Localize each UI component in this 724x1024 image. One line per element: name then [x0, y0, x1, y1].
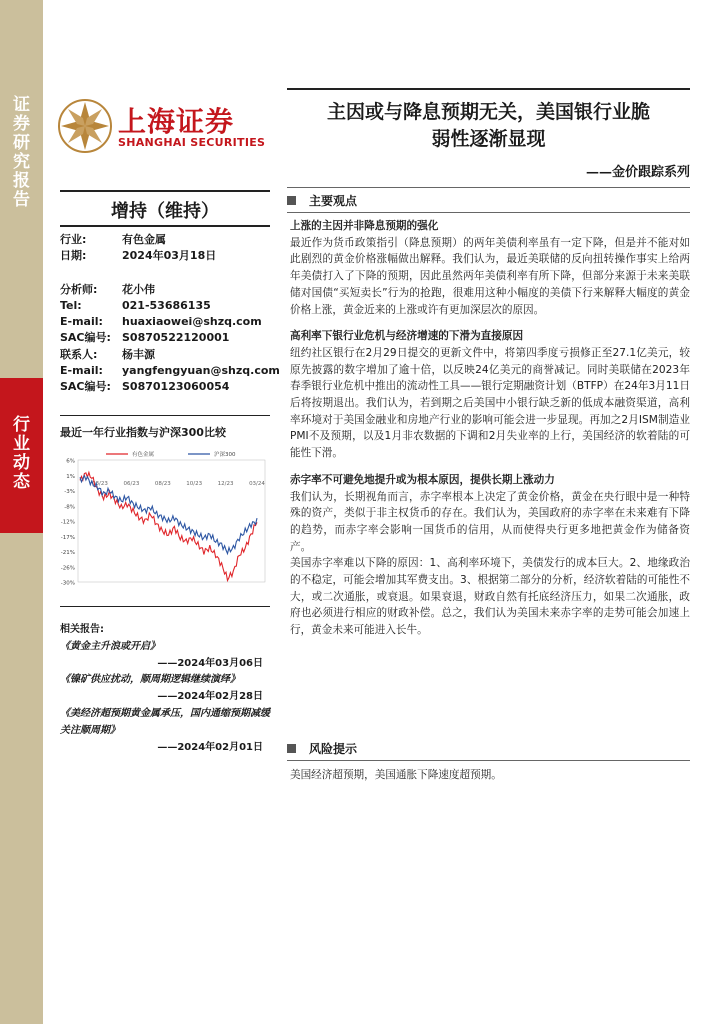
rating-bottom-divider	[60, 225, 270, 227]
main-points-heading	[287, 192, 357, 209]
risk-heading	[287, 740, 357, 757]
report-category-char: 证	[13, 95, 30, 115]
report-category-label	[0, 96, 43, 210]
logo-english-name: SHANGHAI SECURITIES	[118, 136, 266, 149]
main-points-bottom-divider	[287, 212, 690, 213]
rating-top-divider	[60, 190, 270, 192]
contact-label: 联系人:	[60, 347, 98, 361]
related-reports	[60, 622, 275, 756]
sac2-value: S0870123060054	[122, 380, 230, 394]
related-item-title[interactable]: 《美经济超预期黄金属承压，国内通缩预期减缓关注顺周期》	[60, 707, 270, 736]
email2-value[interactable]: yangfengyuan@shzq.com	[122, 364, 280, 378]
point-3-text: 我们认为，长期视角而言，赤字率根本上决定了黄金价格，黄金在央行眼中是一种特殊的资产，类似于非主权货币的存在。我们认为，美国政府的赤字率在未来难有下降的趋势，而赤字率会影响一国货币的信用，从而使得央行更多地把黄金作为储备资产。	[290, 490, 690, 553]
y-tick-label: -3%	[64, 489, 75, 495]
tel-label: Tel:	[60, 298, 82, 312]
legend-label: 有色金属	[132, 452, 155, 458]
risk-text: 美国经济超预期，美国通胀下降速度超预期。	[290, 769, 502, 781]
y-tick-label: -30%	[60, 580, 75, 587]
square-bullet-icon	[287, 744, 296, 753]
legend-label: 沪深300	[214, 452, 236, 458]
point-2-text: 纽约社区银行在2月29日提交的更新文件中，将第四季度亏损修正至27.1亿美元，较原先披露的数字增加了逾十倍，以反映24亿美元的商誉减记。同时美联储在2023年春季银行业危机中推出的流动性工具——银行定期融资计划（BTFP）在24年3月11日后将按期退出。我们认为，若到期之后美国中小银行缺乏新的低成本融资渠道，高利率环境对于美国金融业和房地产行业的影响可能会进一步显现。再加之2月ISM制造业PMI不及预期，以及1月非农数据的下调和2月失业率的上行，美国经济的软着陆的可能性下滑。	[290, 346, 690, 460]
tel-value: 021-53686135	[122, 298, 211, 312]
report-title-line2: 弱性逐渐显现	[431, 128, 546, 150]
point-1-text: 最近作为货币政策指引（降息预期）的两年美债利率虽有一定下降，但是并不能对如此剧烈的黄金价格涨幅做出解释。我们认为，最近美联储的反向扭转操作事实上给两年美债打入了下降的预期，因此虽然两年美债利率有所下降，但部分来源于未来美联储对国债“买短卖长”行为的抢跑，很难用这种小幅度的美债下行来解释大幅度的黄金价格上涨，黄金近来的上涨或许有更加深层次的原因。	[290, 236, 690, 316]
shanghai-securities-logo-icon	[57, 98, 113, 154]
logo-chinese-name: 上海证券	[118, 105, 235, 138]
email-value[interactable]: huaxiaowei@shzq.com	[122, 315, 262, 329]
series-line-nonferrous	[80, 472, 257, 580]
industry-label: 行业:	[60, 233, 87, 246]
section-char: 业	[13, 434, 30, 454]
related-heading: 相关报告:	[60, 624, 104, 635]
x-tick-label: 10/23	[186, 481, 203, 487]
y-tick-label: -26%	[60, 565, 75, 572]
point-4-text: 美国赤字率难以下降的原因：1、高利率环境下，美债发行的成本巨大。2、地缘政治的不稳定，可能会增加其军费支出。3、根据第二部分的分析，经济软着陆的可能性不大，或二次通胀，或衰退。如果衰退，财政自然有托底经济压力，如果二次通胀，政府也必须进行相应的财政补偿。总之，我们认为美国未来赤字率的走势可能会加速上行，黄金未来可能进入长牛。	[290, 557, 690, 637]
analyst-value: 花小伟	[122, 282, 155, 296]
sac-label: SAC编号:	[60, 331, 111, 345]
report-series: ——金价跟踪系列	[585, 165, 690, 180]
related-item-title[interactable]: 《黄金主升浪或开启》	[60, 640, 160, 652]
y-tick-label: -17%	[60, 534, 75, 541]
series-line-csi300	[80, 476, 257, 554]
title-divider	[287, 88, 690, 90]
y-tick-label: -8%	[64, 504, 75, 511]
report-category-char: 研	[13, 133, 30, 153]
y-tick-label: -21%	[60, 550, 75, 556]
square-bullet-icon	[287, 196, 296, 205]
report-category-char: 报	[13, 171, 30, 191]
y-tick-label: 1%	[66, 473, 75, 480]
index-comparison-chart	[58, 444, 273, 589]
sac-value: S0870522120001	[122, 331, 230, 345]
risk-title: 风险提示	[309, 742, 358, 756]
email2-label: E-mail:	[60, 364, 103, 378]
report-category-char: 告	[13, 190, 30, 210]
rating: 增持（维持）	[111, 201, 219, 222]
report-info	[60, 232, 280, 396]
x-tick-label: 08/23	[154, 481, 171, 487]
section-char: 动	[13, 453, 30, 473]
section-char: 行	[13, 415, 30, 435]
y-tick-label: -12%	[60, 519, 75, 526]
chart-bottom-divider	[60, 606, 270, 607]
contact-value: 杨丰源	[122, 347, 155, 361]
email-label: E-mail:	[60, 315, 103, 329]
point-2-title: 高利率下银行业危机与经济增速的下滑为直接原因	[290, 330, 524, 343]
industry-value: 有色金属	[122, 233, 166, 246]
related-item-date: ——2024年02月01日	[157, 741, 263, 753]
related-item-title[interactable]: 《镍矿供应扰动，顺周期逻辑继续演绎》	[60, 674, 240, 686]
date-label: 日期:	[60, 249, 87, 263]
sac2-label: SAC编号:	[60, 380, 111, 394]
section-label	[0, 416, 43, 492]
report-title	[287, 99, 690, 153]
main-points-title: 主要观点	[309, 194, 358, 208]
section-char: 态	[13, 472, 30, 492]
risk-divider	[287, 760, 690, 761]
related-item-date: ——2024年02月28日	[157, 691, 263, 703]
x-tick-label: 03/24	[249, 481, 265, 487]
main-points-top-divider	[287, 187, 690, 188]
chart-top-divider	[60, 415, 270, 416]
x-tick-label: 03/23	[92, 481, 108, 487]
point-3-title: 赤字率不可避免地提升或为根本原因，提供长期上涨动力	[290, 473, 555, 486]
date-value: 2024年03月18日	[122, 249, 217, 263]
point-1-title: 上涨的主因并非降息预期的强化	[290, 220, 439, 232]
analyst-label: 分析师:	[60, 282, 98, 296]
main-points-body	[290, 218, 690, 639]
x-tick-label: 12/23	[217, 481, 234, 487]
chart-title: 最近一年行业指数与沪深300比较	[60, 426, 226, 439]
report-category-char: 券	[13, 114, 30, 134]
risk-body	[290, 767, 690, 784]
x-tick-label: 06/23	[123, 481, 140, 487]
report-category-char: 究	[13, 152, 30, 172]
y-tick-label: 6%	[66, 458, 75, 465]
related-item-date: ——2024年03月06日	[157, 657, 263, 669]
report-title-line1: 主因或与降息预期无关，美国银行业脆	[326, 101, 650, 123]
